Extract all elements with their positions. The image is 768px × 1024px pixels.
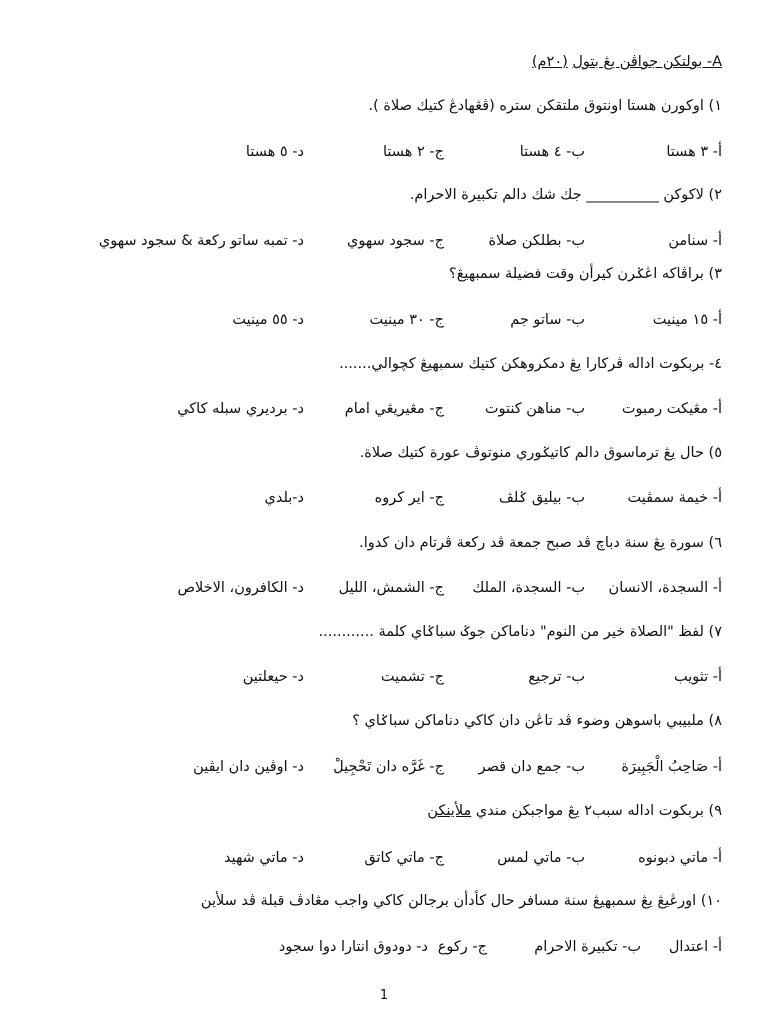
q7-option-c: ج- تشميت	[380, 669, 444, 685]
q3-option-a: أ- ١٥ مينيت	[652, 312, 722, 328]
q1-option-b: ب- ٤ هستا	[519, 144, 585, 160]
q5-option-b: ب- بيليق ݢلڤ	[498, 490, 585, 506]
q5-option-a: أ- خيمة سمڤيت	[627, 490, 722, 506]
q1-option-a: أ- ٣ هستا	[666, 144, 722, 160]
q8-option-d: د- اوڤين دان ايڤين	[193, 759, 304, 775]
q6-option-b: ب- السجدة، الملك	[472, 580, 585, 596]
q2-option-b: ب- بطلكن صلاة	[488, 233, 585, 249]
q9-option-a: أ- ماتي دبونوه	[638, 850, 722, 866]
question-1: ١) اوكورن هستا اونتوق ملتقكن ستره (ڤڠهادڠ كتيك صلاة ).	[368, 98, 722, 114]
section-title	[40, 52, 722, 72]
q9-option-c: ج- ماتي كاتق	[364, 850, 444, 866]
q9-option-b: ب- ماتي لمس	[497, 850, 585, 866]
q10-option-a: أ- اعتدال	[668, 939, 722, 955]
q8-option-a: أ- صَاحِبُ الْجَبِيرَة	[621, 759, 722, 775]
q5-option-c: ج- اير كروه	[374, 490, 444, 506]
q8-option-b: ب- جمع دان قصر	[478, 759, 585, 775]
section-marks: (٢٠م)	[531, 54, 568, 70]
q4-option-b: ب- مناهن كنتوت	[484, 401, 585, 417]
page-number: 1	[379, 988, 389, 1003]
q6-option-a: أ- السجدة، الانسان	[608, 580, 722, 596]
question-9-text: ٩) بربكوت اداله سبب٢ يڠ مواجبكن مندي	[471, 803, 722, 819]
q7-option-a: أ- تثويب	[673, 669, 722, 685]
q2-option-a: أ- سنامن	[668, 233, 722, 249]
q2-option-c: ج- سجود سهوي	[347, 233, 444, 249]
q3-option-b: ب- ساتو جم	[510, 312, 585, 328]
q6-option-c: ج- الشمش، الليل	[338, 580, 444, 596]
question-7: ٧) لفظ "الصلاة خير من النوم" دناماكن جوݢ سباݢاي كلمة ............	[318, 624, 722, 640]
q6-option-d: د- الكافرون، الاخلاص	[177, 580, 304, 596]
q4-option-d: د- برديري سبله كاكي	[177, 401, 304, 417]
question-5: ٥) حال يڠ ترماسوق دالم كاتيݢوري منوتوڤ عورة كتيك صلاة.	[359, 445, 722, 461]
q10-option-b: ب- تكبيرة الاحرام	[534, 939, 641, 955]
q7-option-d: د- حيعلتين	[242, 669, 304, 685]
q9-option-d: د- ماتي شهيد	[223, 850, 304, 866]
q1-option-d: د- ٥ هستا	[245, 144, 304, 160]
section-title-text: A- بولتكن جواڤن يڠ بتول	[572, 54, 722, 70]
question-4: ٤- بربكوت اداله ڤركارا يڠ دمكروهكن كتيك سمبهيڠ كچوالي.......	[339, 356, 722, 372]
question-9	[40, 801, 722, 821]
q8-option-c: ج- غَرَّه دان تَحْجِيلْ	[333, 759, 444, 775]
question-9-underlined-word: ملأينكن	[427, 803, 472, 819]
question-2: ٢) لاكوكن __________ جك شك دالم تكبيرة الاحرام.	[409, 187, 722, 203]
question-8: ٨) ملبيبي باسوهن وضوء ڤد تاڠن دان كاكي دناماكن سباݢاي ؟	[352, 713, 722, 729]
q5-option-d: د-بلدي	[264, 490, 304, 506]
q10-option-d: د- دودوق انتارا دوا سجود	[278, 939, 428, 955]
question-3: ٣) براڤاكه اڠݢرن كيرأن وقت فضيلة سمبهيڠ؟	[449, 266, 722, 282]
question-6: ٦) سورة يڠ سنة دباچ ڤد صبح جمعة ڤد ركعة ڤرتام دان كدوا.	[359, 535, 722, 551]
q3-option-d: د- ٥٥ مينيت	[232, 312, 304, 328]
q10-option-c: ج- ركوع	[437, 939, 487, 955]
q4-option-c: ج- مڠيريڠي امام	[344, 401, 444, 417]
q7-option-b: ب- ترجيع	[528, 669, 585, 685]
q3-option-c: ج- ٣٠ مينيت	[369, 312, 444, 328]
q1-option-c: ج- ٢ هستا	[383, 144, 444, 160]
q2-option-d: د- تمبه ساتو ركعة & سجود سهوي	[98, 233, 304, 249]
question-10: ١٠) اورڠيڠ يڠ سمبهيڠ سنة مسافر حال كأدأن برجالن كاكي واجب مڠادڤ قبلة ڤد سلأين	[200, 893, 722, 909]
q4-option-a: أ- مڠيكت رمبوت	[621, 401, 722, 417]
